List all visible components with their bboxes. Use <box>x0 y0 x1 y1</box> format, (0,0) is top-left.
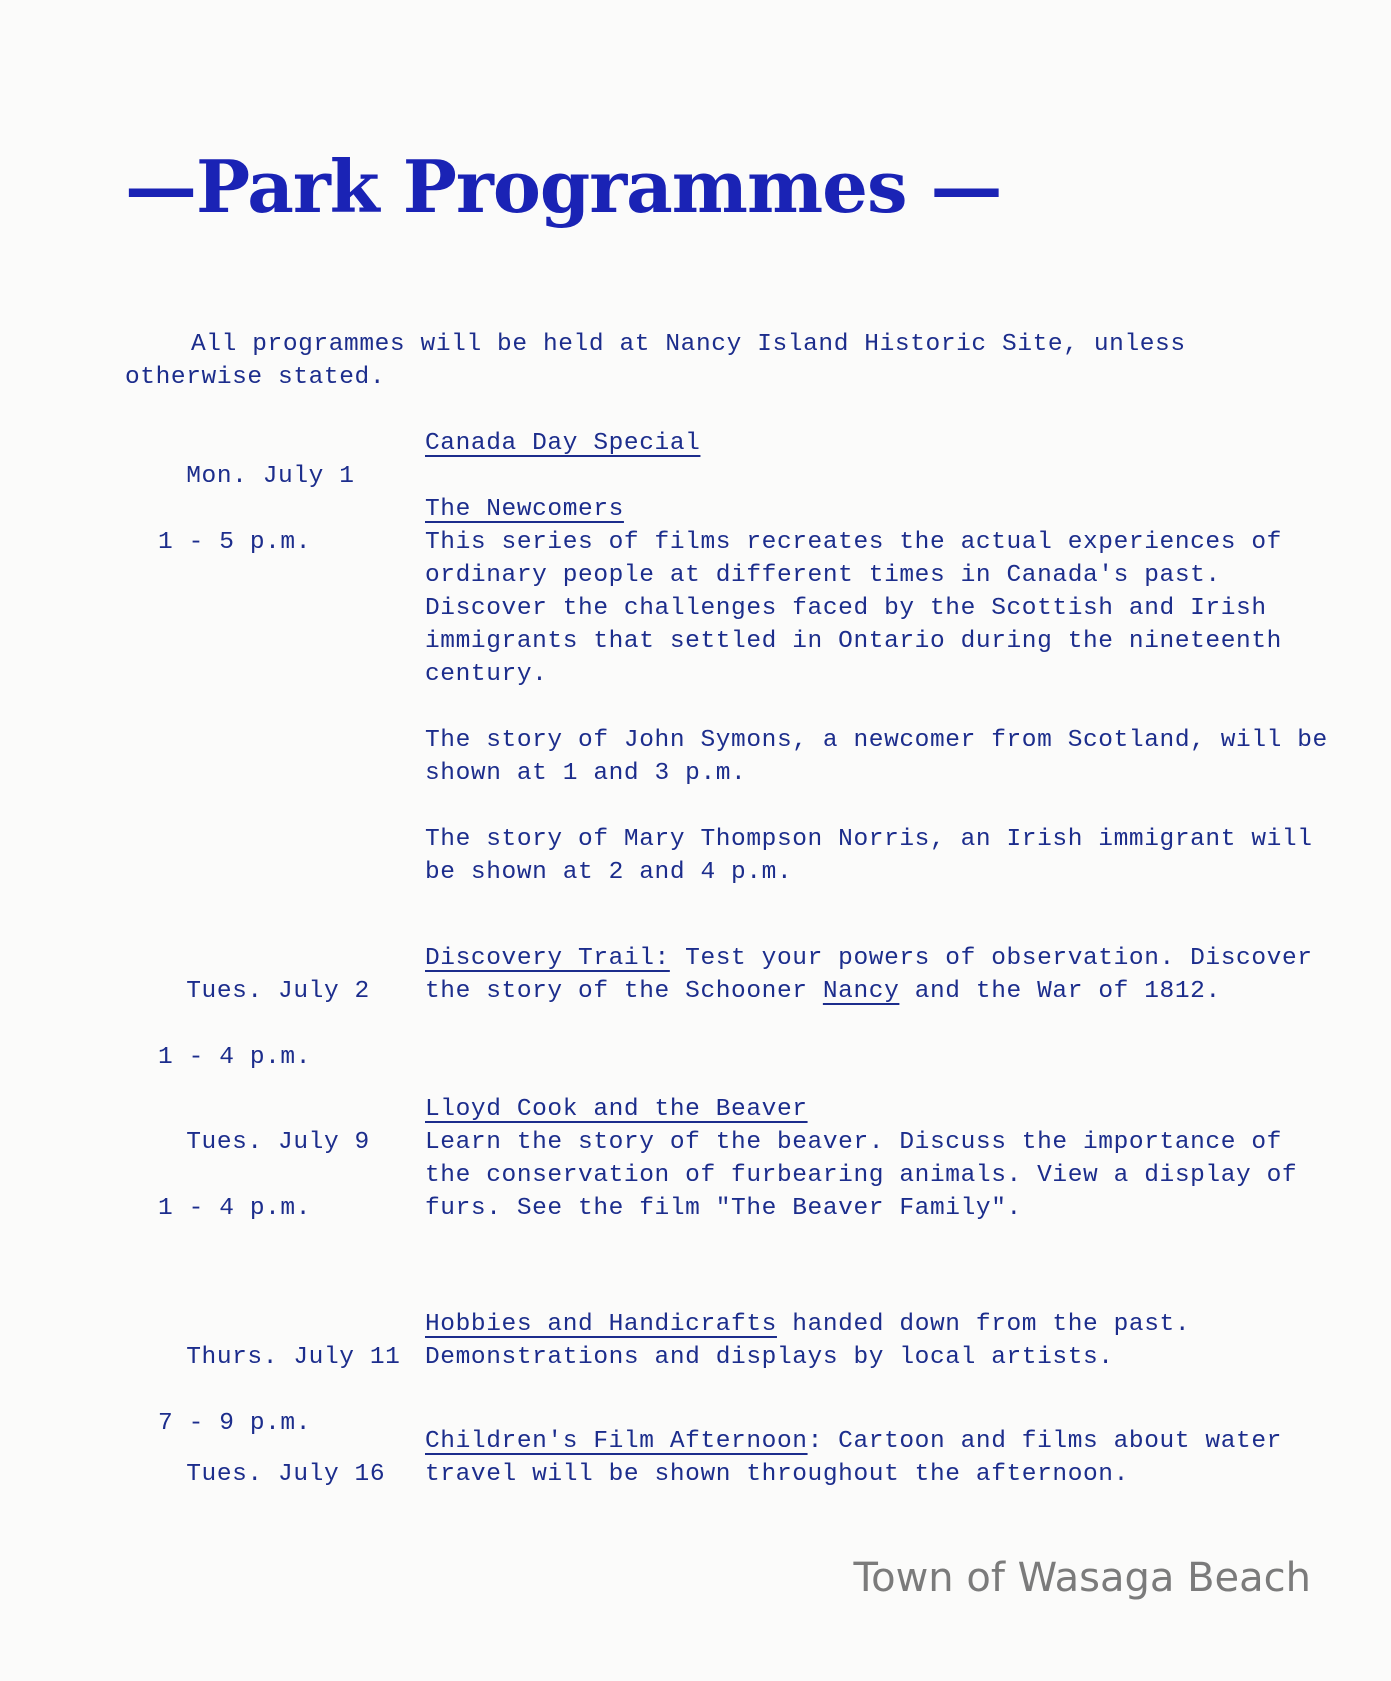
event-date: Tues. July 16 <box>186 1461 386 1488</box>
event-time: 1 - 4 p.m. <box>158 1195 312 1222</box>
event-body: and the War of 1812. <box>899 978 1221 1005</box>
event-heading: Canada Day Special <box>425 430 701 457</box>
event-date: Tues. July 9 <box>186 1129 370 1156</box>
event-date-july-9 <box>125 1093 405 1291</box>
page-title: —Park Programmes — <box>125 144 1002 229</box>
event-body: Test your powers of observation. Discover the story of the Schooner <box>425 945 1313 1005</box>
event-body: handed down from the past. Demonstrations and displays by local artists. <box>425 1311 1191 1371</box>
event-date: Thurs. July 11 <box>186 1344 401 1371</box>
event-body: : Cartoon and films about water travel will be shown throughout the afternoon. <box>425 1428 1282 1488</box>
event-paragraph: The story of Mary Thompson Norris, an Irish immigrant will be shown at 2 and 4 p.m. <box>425 826 1313 886</box>
event-subheading: The Newcomers <box>425 496 624 523</box>
event-desc-july-9 <box>425 1093 1330 1225</box>
watermark: Town of Wasaga Beach <box>853 1555 1311 1601</box>
event-heading: Discovery Trail: <box>425 945 670 972</box>
event-paragraph: The story of John Symons, a newcomer from Scotland, will be shown at 1 and 3 p.m. <box>425 727 1328 787</box>
event-body: This series of films recreates the actual experiences of ordinary people at different times in Canada's past. Discover the challenges faced by the Scottish and Irish immigrants that settled in Ontario during the nineteenth century. <box>425 529 1282 688</box>
event-body: Learn the story of the beaver. Discuss the importance of the conservation of furbearing animals. View a display of furs. See the film "The Beaver Family". <box>425 1129 1298 1222</box>
event-desc-july-16 <box>425 1425 1330 1491</box>
event-heading: Hobbies and Handicrafts <box>425 1311 777 1338</box>
event-desc-july-11 <box>425 1308 1330 1374</box>
event-time: 7 - 9 p.m. <box>158 1410 312 1437</box>
event-date: Mon. July 1 <box>186 463 355 490</box>
event-desc-july-2 <box>425 942 1330 1008</box>
event-desc-july-1 <box>425 427 1330 889</box>
event-time: 1 - 4 p.m. <box>158 1044 312 1071</box>
intro-paragraph: All programmes will be held at Nancy Island Historic Site, unless otherwise stated. <box>125 331 1186 391</box>
schooner-name: Nancy <box>822 978 900 1005</box>
event-heading: Children's Film Afternoon <box>425 1428 808 1455</box>
event-date-july-16 <box>125 1425 405 1524</box>
event-time: 1 - 5 p.m. <box>158 529 312 556</box>
event-date-july-1 <box>125 427 405 625</box>
event-heading: Lloyd Cook and the Beaver <box>425 1096 808 1123</box>
event-date: Tues. July 2 <box>186 978 370 1005</box>
